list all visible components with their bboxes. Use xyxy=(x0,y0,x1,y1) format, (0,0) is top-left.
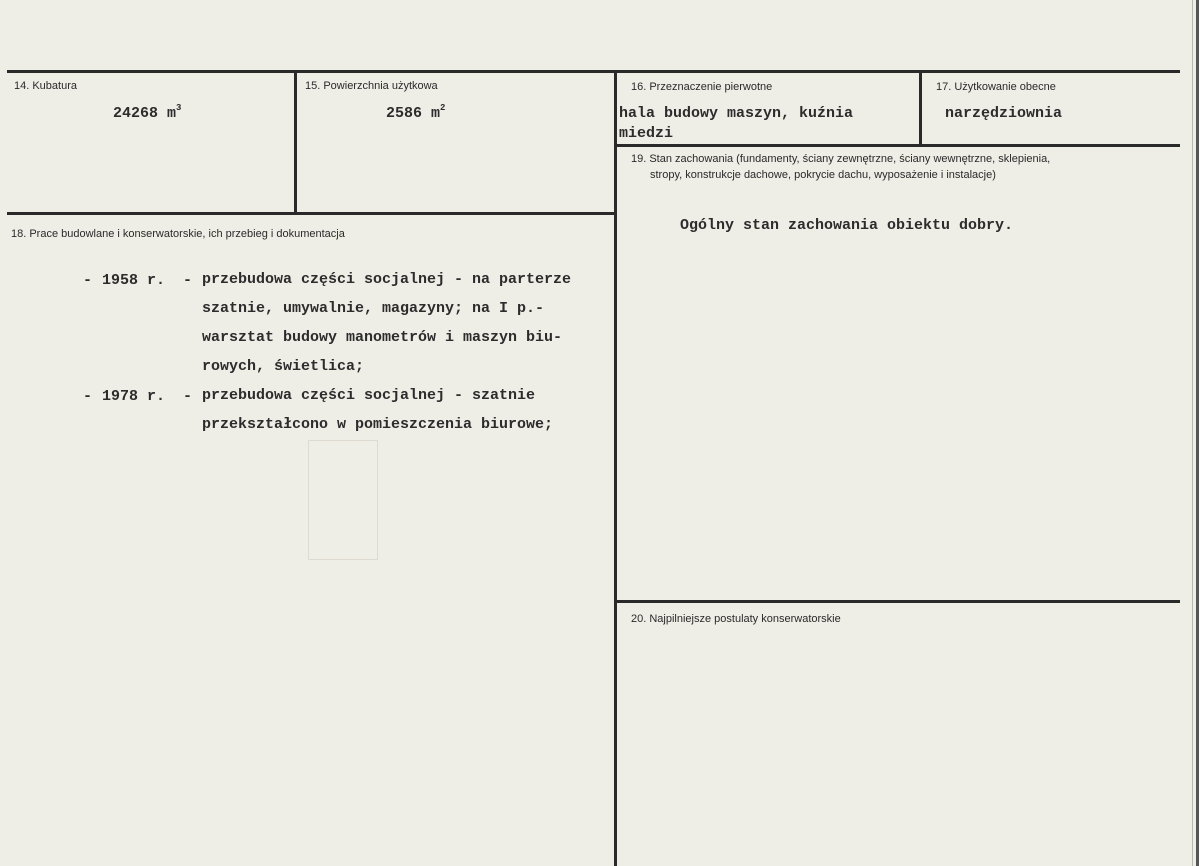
paper-ghost-mark xyxy=(308,440,378,560)
entry-text xyxy=(202,381,612,439)
field-18-label: 18. Prace budowlane i konserwatorskie, ich przebieg i dokumentacja xyxy=(11,228,345,240)
field-17-value: narzędziownia xyxy=(945,105,1063,122)
entry-dash: - xyxy=(83,388,93,405)
entry-line: rowych, świetlica; xyxy=(202,358,365,375)
field-14-label: 14. Kubatura xyxy=(14,80,77,92)
field-16-value-line1: hala budowy maszyn, kuźnia xyxy=(619,105,854,122)
field-14-value xyxy=(113,105,181,122)
field-16-label: 16. Przeznaczenie pierwotne xyxy=(631,81,773,93)
entry-text xyxy=(202,265,612,381)
rule-below-16-17 xyxy=(617,144,1180,147)
field-15-value xyxy=(386,105,445,122)
entry-line: szatnie, umywalnie, magazyny; na I p.- xyxy=(202,300,545,317)
powierzchnia-value: 2586 m xyxy=(386,105,441,122)
entry-line: przebudowa części socjalnej - szatnie xyxy=(202,387,536,404)
field-20-label: 20. Najpilniejsze postulaty konserwatorskie xyxy=(631,613,841,625)
rule-below-14-15 xyxy=(7,212,617,215)
kubatura-value: 24268 m xyxy=(113,105,177,122)
powierzchnia-exponent: 2 xyxy=(440,103,446,113)
entry-year: 1958 r. xyxy=(102,272,166,289)
entry-separator: - xyxy=(183,272,193,289)
entry-line: warsztat budowy manometrów i maszyn biu- xyxy=(202,329,563,346)
field-19-value: Ogólny stan zachowania obiektu dobry. xyxy=(680,217,1014,234)
field-15-label: 15. Powierzchnia użytkowa xyxy=(305,80,438,92)
rule-above-20 xyxy=(617,600,1180,603)
entry-line: przebudowa części socjalnej - na parterze xyxy=(202,271,572,288)
field-16-value-line2: miedzi xyxy=(619,125,674,142)
entry-dash: - xyxy=(83,272,93,289)
field-17-label: 17. Użytkowanie obecne xyxy=(936,81,1056,93)
field-19-label-line1: 19. Stan zachowania (fundamenty, ściany zewnętrzne, ściany wewnętrzne, sklepienia, xyxy=(631,153,1051,165)
divider-main xyxy=(614,70,617,866)
divider-16-17 xyxy=(919,70,922,147)
entry-separator: - xyxy=(183,388,193,405)
top-rule xyxy=(7,70,1180,73)
entry-year: 1978 r. xyxy=(102,388,166,405)
field-19-label-line2: stropy, konstrukcje dachowe, pokrycie dachu, wyposażenie i instalacje) xyxy=(650,169,996,181)
divider-14-15 xyxy=(294,70,297,215)
kubatura-exponent: 3 xyxy=(176,103,182,113)
card-edge-shadow xyxy=(1192,0,1193,866)
entry-line: przekształcono w pomieszczenia biurowe; xyxy=(202,416,554,433)
